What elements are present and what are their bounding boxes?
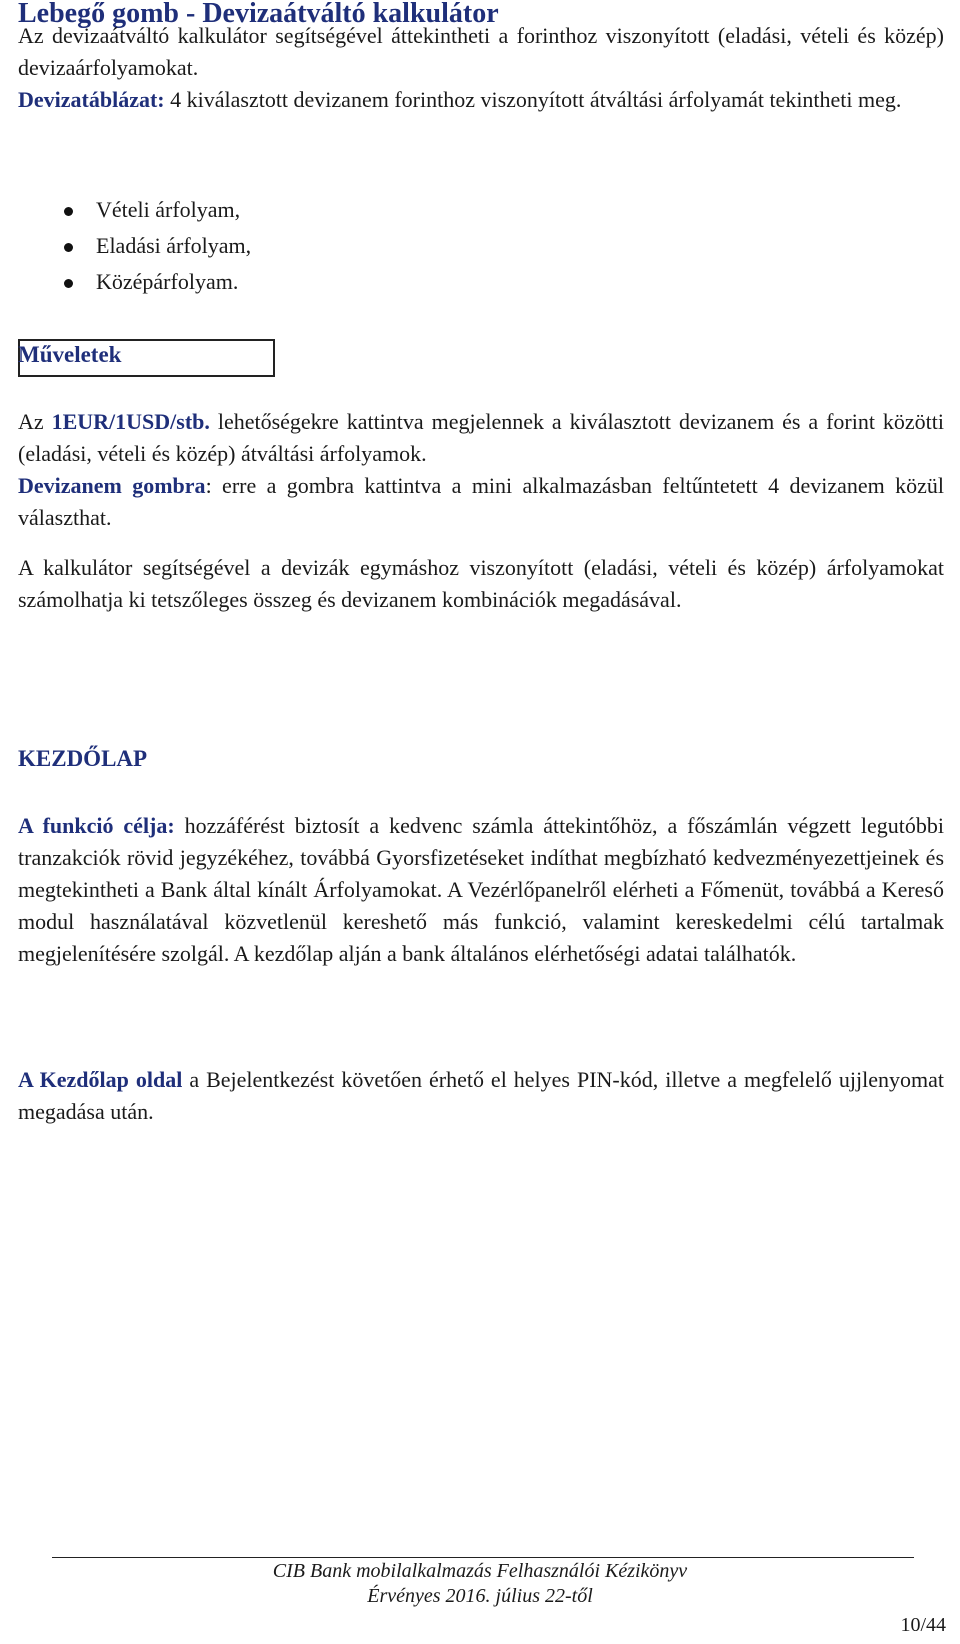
page-title: Lebegő gomb - Devizaátváltó kalkulátor <box>18 0 499 29</box>
list-item: Vételi árfolyam, <box>18 192 251 228</box>
intro-text: Az devizaátváltó kalkulátor segítségével áttekintheti a forinthoz viszonyított (eladási, vételi és közép) devizaárfolyamokat. <box>18 23 944 80</box>
calculator-paragraph: A kalkulátor segítségével a devizák egymáshoz viszonyított (eladási, vételi és közép) árfolyamokat számolhatja ki tetszőleges összeg és devizanem kombinációk megadásával. <box>18 555 944 612</box>
operations-heading: Műveletek <box>18 342 122 367</box>
page-number: 10/44 <box>900 1614 946 1636</box>
table-text: 4 kiválasztott devizanem forinthoz viszonyított átváltási árfolyamát tekintheti meg. <box>164 87 902 112</box>
list-item: Középárfolyam. <box>18 264 251 300</box>
currency-option-label: 1EUR/1USD/stb. <box>51 409 210 434</box>
footer-validity: Érvényes 2016. július 22-től <box>367 1585 593 1607</box>
intro-paragraph <box>18 20 944 116</box>
bullet-icon <box>64 207 73 216</box>
rate-type-list <box>18 192 251 300</box>
operations-heading-box <box>18 339 275 377</box>
home-page-paragraph: A Kezdőlap oldal a Bejelentkezést követően érhető el helyes PIN-kód, illetve a megfelelő ujjlenyomat megadása után. <box>18 1067 945 1124</box>
table-label: Devizatáblázat: <box>18 87 165 112</box>
purpose-paragraph: A funkció célja: hozzáférést biztosít a kedvenc számla áttekintőhöz, a főszámlán végzett legutóbbi tranzakciók rövid jegyzékéhez, továbbá Gyorsfizetéseket indíthat megbízható kedvezményezettjeinek és megtekintheti a Bank által kínált Árfolyamokat. A Vezérlőpanelről elérheti a Főmenüt, továbbá a Kereső modul használatával közvetlenül kereshető más funkció, valamint kereskedelmi célú tartalmak megjelenítésére szolgál. A kezdőlap alján a bank általános elérhetőségi adatai találhatók. <box>18 813 944 966</box>
currency-button-paragraph: Devizanem gombra: erre a gombra kattintva a mini alkalmazásban feltűntetett 4 devizanem közül választhat. <box>18 473 944 530</box>
list-item: Eladási árfolyam, <box>18 228 251 264</box>
currency-option-paragraph: Az 1EUR/1USD/stb. lehetőségekre kattintva megjelennek a kiválasztott devizanem és a forint közötti (eladási, vételi és közép) átváltási árfolyamok. <box>18 409 945 466</box>
home-heading: KEZDŐLAP <box>18 746 148 771</box>
bullet-icon <box>64 243 73 252</box>
footer-title: CIB Bank mobilalkalmazás Felhasználói Kézikönyv <box>272 1560 688 1582</box>
footer-divider <box>52 1557 914 1558</box>
bullet-icon <box>64 279 73 288</box>
purpose-label: A funkció célja: <box>18 813 175 838</box>
home-page-label: A Kezdőlap oldal <box>18 1067 183 1092</box>
currency-button-label: Devizanem gombra <box>18 473 206 498</box>
